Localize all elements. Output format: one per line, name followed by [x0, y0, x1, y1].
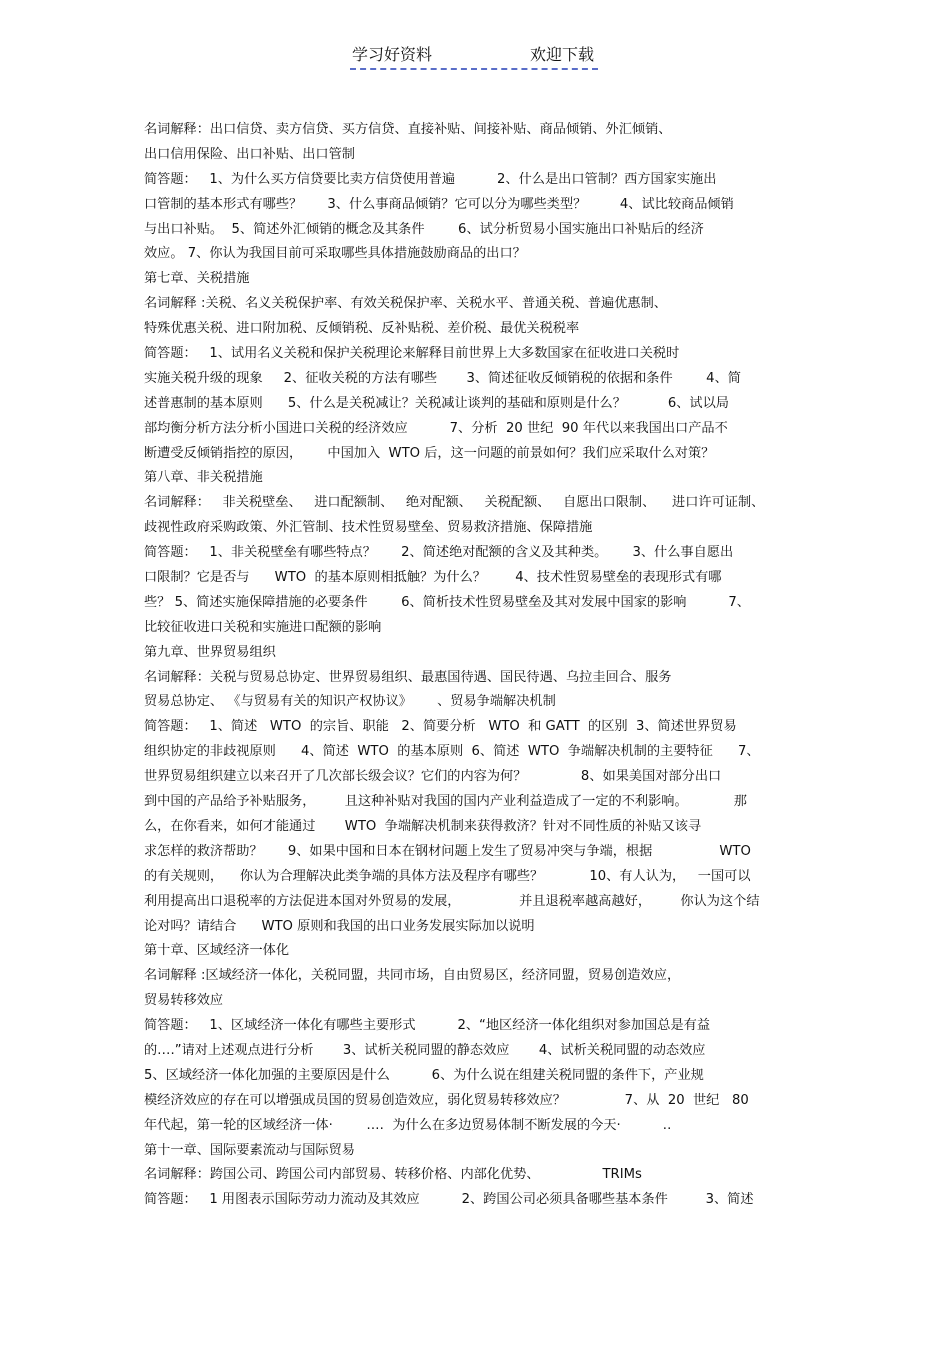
text-line: 名词解释： 非关税壁垒、 进口配额制、 绝对配额、 关税配额、 自愿出口限制、 进口许可证制、	[144, 495, 765, 511]
page-header	[350, 38, 598, 70]
text-line: 第十章、区域经济一体化	[144, 943, 290, 959]
text-line: 出口信用保险、出口补贴、出口管制	[144, 146, 355, 162]
text-line: 简答题： 1、简述 WTO 的宗旨、职能 2、简要分析 WTO 和 GATT 的区别 3、简述世界贸易	[144, 719, 737, 735]
text-line: 比较征收进口关税和实施进口配额的影响	[144, 619, 382, 635]
text-line: 年代起，第一轮的区域经济一体· ‥‥ 为什么在多边贸易体制不断发展的今天· ‥	[144, 1117, 672, 1133]
text-line: 名词解释 :区域经济一体化，关税同盟，共同市场，自由贸易区，经济同盟，贸易创造效应，	[144, 968, 681, 984]
text-line: 模经济效应的存在可以增强成员国的贸易创造效应，弱化贸易转移效应？ 7、从 20 世纪 80	[144, 1092, 749, 1108]
text-line: 口管制的基本形式有哪些？ 3、什么事商品倾销？它可以分为哪些类型？ 4、试比较商品倾销	[144, 196, 734, 212]
text-line: 第十一章、国际要素流动与国际贸易	[144, 1142, 355, 1158]
header-right-text: 欢迎下载	[529, 45, 594, 64]
text-line: 部均衡分析方法分析小国进口关税的经济效应 7、分析 20 世纪 90 年代以来我国出口产品不	[144, 420, 728, 436]
text-line: 到中国的产品给予补贴服务， 且这种补贴对我国的国内产业利益造成了一定的不利影响。 那	[144, 794, 747, 810]
text-line: 简答题： 1、试用名义关税和保护关税理论来解释目前世界上大多数国家在征收进口关税时	[144, 346, 680, 362]
text-line: 贸易转移效应	[144, 993, 224, 1009]
text-line: 些？ 5、简述实施保障措施的必要条件 6、简析技术性贸易壁垒及其对发展中国家的影响 7、	[144, 594, 750, 610]
text-line: 效应。 7、你认为我国目前可采取哪些具体措施鼓励商品的出口？	[144, 246, 526, 262]
text-line: 名词解释：跨国公司、跨国公司内部贸易、转移价格、内部化优势、 TRIMs	[144, 1167, 642, 1183]
text-line: 名词解释：关税与贸易总协定、世界贸易组织、最惠国待遇、国民待遇、乌拉圭回合、服务	[144, 669, 672, 685]
header-left-text: 学习好资料	[352, 45, 433, 64]
text-line: 的‥‥”请对上述观点进行分析 3、试析关税同盟的静态效应 4、试析关税同盟的动态效应	[144, 1042, 706, 1058]
text-line: 简答题： 1、为什么买方信贷要比卖方信贷使用普遍 2、什么是出口管制？西方国家实施出	[144, 171, 717, 187]
text-line: 歧视性政府采购政策、外汇管制、技术性贸易壁垒、贸易救济措施、保障措施	[144, 520, 593, 536]
text-line: 论对吗？请结合 WTO 原则和我国的出口业务发展实际加以说明	[144, 918, 535, 934]
text-line: 贸易总协定、 《与贸易有关的知识产权协议》 、贸易争端解决机制	[144, 694, 556, 710]
text-line: 的有关规则， 你认为合理解决此类争端的具体方法及程序有哪些？ 10、有人认为， 一国可以	[144, 868, 751, 884]
text-line: 实施关税升级的现象 2、征收关税的方法有哪些 3、简述征收反倾销税的依据和条件 4、简	[144, 370, 741, 386]
text-line: 述普惠制的基本原则 5、什么是关税减让？关税减让谈判的基础和原则是什么？ 6、试以局	[144, 395, 729, 411]
text-line: 么，在你看来，如何才能通过 WTO 争端解决机制来获得救济？针对不同性质的补贴又该寻	[144, 818, 702, 834]
text-line: 简答题： 1、区域经济一体化有哪些主要形式 2、“地区经济一体化组织对参加国总是有益	[144, 1018, 711, 1034]
text-line: 利用提高出口退税率的方法促进本国对外贸易的发展， 并且退税率越高越好， 你认为这个结	[144, 893, 760, 909]
text-line: 5、区域经济一体化加强的主要原因是什么 6、为什么说在组建关税同盟的条件下，产业规	[144, 1067, 704, 1083]
text-line: 特殊优惠关税、进口附加税、反倾销税、反补贴税、差价税、最优关税税率	[144, 321, 580, 337]
text-line: 简答题： 1、非关税壁垒有哪些特点？ 2、简述绝对配额的含义及其种类。 3、什么事自愿出	[144, 545, 734, 561]
text-line: 口限制？它是否与 WTO 的基本原则相抵触？为什么？ 4、技术性贸易壁垒的表现形式有哪	[144, 570, 722, 586]
text-line: 世界贸易组织建立以来召开了几次部长级会议？它们的内容为何？ 8、如果美国对部分出口	[144, 769, 722, 785]
text-line: 第九章、世界贸易组织	[144, 644, 276, 660]
text-line: 第八章、非关税措施	[144, 470, 263, 486]
document-body	[144, 118, 814, 1213]
text-line: 第七章、关税措施	[144, 271, 250, 287]
text-line: 简答题： 1 用图表示国际劳动力流动及其效应 2、跨国公司必须具备哪些基本条件 3、简述	[144, 1192, 754, 1208]
text-line: 组织协定的非歧视原则 4、简述 WTO 的基本原则 6、简述 WTO 争端解决机制的主要特征 7、	[144, 744, 760, 760]
text-line: 名词解释：出口信贷、卖方信贷、买方信贷、直接补贴、间接补贴、商品倾销、外汇倾销、	[144, 122, 672, 137]
text-line: 名词解释 :关税、名义关税保护率、有效关税保护率、关税水平、普通关税、普遍优惠制、	[144, 296, 667, 312]
text-line: 求怎样的救济帮助？ 9、如果中国和日本在钢材问题上发生了贸易冲突与争端，根据 WTO	[144, 843, 751, 859]
text-line: 断遭受反倾销指控的原因， 中国加入 WTO 后，这一问题的前景如何？我们应采取什么对策？	[144, 445, 715, 461]
text-line: 与出口补贴。 5、简述外汇倾销的概念及其条件 6、试分析贸易小国实施出口补贴后的经济	[144, 221, 704, 237]
